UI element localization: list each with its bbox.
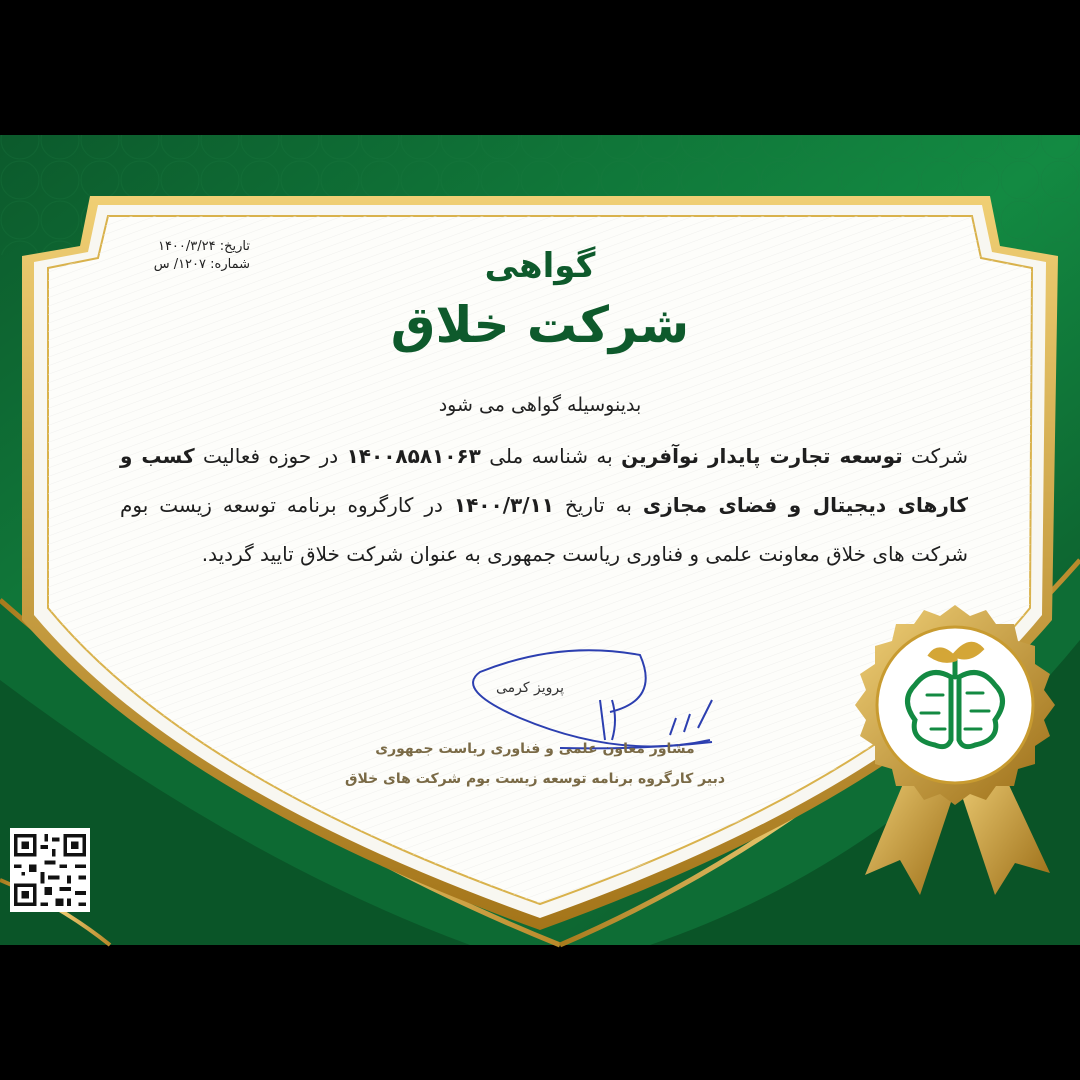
date-value: ۱۴۰۰/۳/۲۴ [157,239,216,254]
body-text-1: شرکت [902,444,968,468]
number-label: شماره: [210,257,250,272]
certificate-body [120,432,968,579]
signer-name: پرویز کرمی [495,680,564,696]
date-line [110,238,250,256]
body-text-3: در حوزه فعالیت [194,444,347,468]
date-label: تاریخ: [219,239,250,254]
body-text-2: به شناسه ملی [480,444,622,468]
body-text-5: در کارگروه برنامه توسعه زیست بوم شرکت های خلاق معاونت علمی و فناوری ریاست جمهوری به عنوان شرکت خلاق تایید گردید. [120,493,968,566]
signer-title: مشاور معاون علمی و فناوری ریاست جمهوری [375,741,695,757]
approval-date: ۱۴۰۰/۳/۱۱ [453,493,554,517]
certificate-title-large: شرکت خلاق [390,296,690,354]
number-value: ۱۲۰۷/ س [153,257,207,272]
signer-role: دبیر کارگروه برنامه توسعه زیست بوم شرکت های خلاق [344,771,726,787]
body-text-4: به تاریخ [553,493,643,517]
company-name: توسعه تجارت پایدار نوآفرین [621,444,903,468]
activity-field: کسب و کارهای دیجیتال و فضای مجازی [120,444,969,517]
date-number-block [110,238,250,274]
national-id: ۱۴۰۰۸۵۸۱۰۶۳ [346,444,481,468]
qr-code-icon [10,828,90,912]
number-line [110,256,250,274]
rosette-seal-icon [845,605,1065,825]
certificate-title-small: گواهی [484,246,596,286]
certificate-intro: بدینوسیله گواهی می شود [438,394,642,416]
